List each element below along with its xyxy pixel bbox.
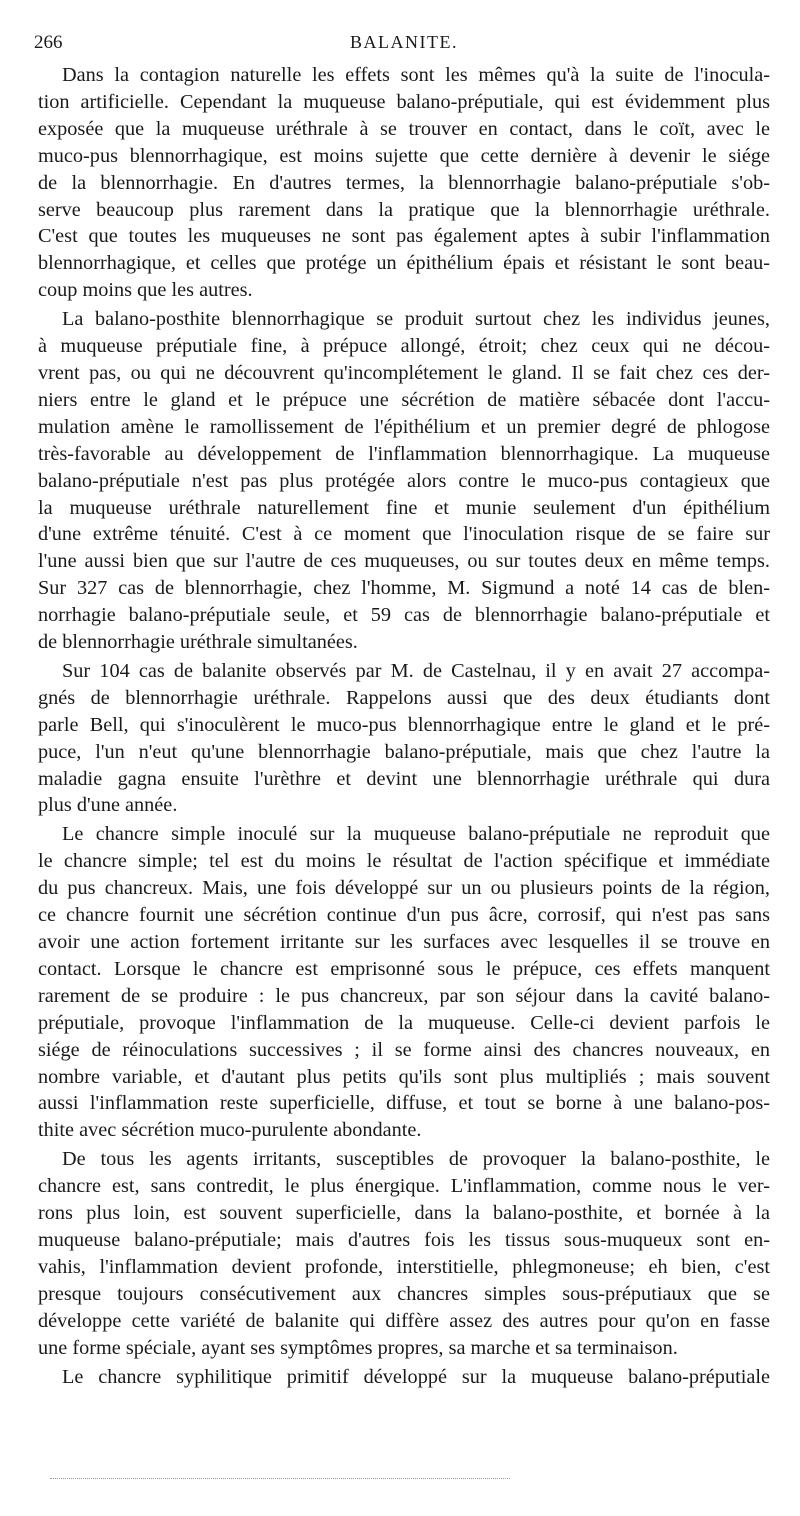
text-line: serve beaucoup plus rarement dans la pratique que la blennorrhagie uréthrale.	[38, 198, 770, 221]
text-line: une forme spéciale, ayant ses symptômes propres, sa marche et sa terminaison.	[38, 1336, 678, 1359]
text-line: plus d'une année.	[38, 794, 178, 817]
text-line: rons plus loin, est souvent superficielle, dans la balano-posthite, et bornée à la	[38, 1202, 770, 1225]
text-line: préputiale, provoque l'inflammation de la muqueuse. Celle-ci devient parfois le	[38, 1011, 770, 1034]
text-line: Sur 104 cas de balanite observés par M. de Castelnau, il y en avait 27 accompa-	[62, 659, 770, 682]
text-line: vahis, l'inflammation devient profonde, interstitielle, phlegmoneuse; eh bien, c'est	[38, 1255, 770, 1278]
text-line: le chancre simple; tel est du moins le résultat de l'action spécifique et immédiate	[38, 850, 770, 873]
text-line: contact. Lorsque le chancre est emprisonné sous le prépuce, ces effets manquent	[38, 957, 770, 980]
text-line: du pus chancreux. Mais, une fois développé sur un ou plusieurs points de la région,	[38, 877, 770, 900]
text-line: C'est que toutes les muqueuses ne sont pas également aptes à subir l'inflammation	[38, 225, 770, 248]
text-line: norrhagie balano-préputiale seule, et 59 cas de blennorrhagie balano-préputiale et	[38, 604, 770, 627]
text-line: niers entre le gland et le prépuce une sécrétion de matière sébacée dont l'accu-	[38, 388, 770, 411]
running-header	[34, 32, 774, 56]
paragraph	[38, 306, 770, 656]
text-line: à muqueuse préputiale fine, à prépuce allongé, étroit; chez ceux qui ne décou-	[38, 335, 770, 358]
text-line: muqueuse balano-préputiale; mais d'autres fois les tissus sous-muqueux sont en-	[38, 1228, 770, 1251]
page-number: 266	[34, 32, 63, 53]
text-line: rarement de se produire : le pus chancreux, par son séjour dans la cavité balano-	[38, 984, 770, 1007]
text-line: d'une extrême ténuité. C'est à ce moment que l'inoculation risque de se faire sur	[38, 523, 770, 546]
text-line: l'une aussi bien que sur l'autre de ces muqueuses, ou sur toutes deux en même temps.	[38, 550, 770, 573]
text-line: nombre variable, et d'autant plus petits qu'ils sont plus multipliés ; mais souvent	[38, 1065, 770, 1088]
text-line: De tous les agents irritants, susceptibles de provoquer la balano-posthite, le	[62, 1148, 770, 1171]
text-line: avoir une action fortement irritante sur les surfaces avec lesquelles il se trouve en	[38, 931, 770, 953]
text-line: Le chancre syphilitique primitif développé sur la muqueuse balano-préputiale	[62, 1365, 770, 1388]
text-line: puce, l'un n'eut qu'une blennorrhagie balano-préputiale, mais que chez l'autre la	[38, 740, 770, 763]
text-line: aussi l'inflammation reste superficielle, diffuse, et tout se borne à une balano-pos-	[38, 1092, 770, 1115]
text-line: gnés de blennorrhagie uréthrale. Rappelons aussi que des deux étudiants dont	[38, 686, 770, 709]
text-line: coup moins que les autres.	[38, 279, 253, 302]
text-line: balano-préputiale n'est pas plus protégée alors contre le muco-pus contagieux que	[38, 469, 770, 492]
text-line: parle Bell, qui s'inoculèrent le muco-pus blennorrhagique entre le gland et le pré-	[38, 713, 770, 736]
paragraph	[38, 658, 770, 819]
text-line: muco-pus blennorrhagique, est moins sujette que cette dernière à devenir le siége	[38, 144, 770, 167]
paragraph	[38, 1364, 770, 1391]
text-line: thite avec sécrétion muco-purulente abondante.	[38, 1119, 422, 1142]
text-line: la muqueuse uréthrale naturellement fine et munie seulement d'un épithélium	[38, 496, 770, 519]
paragraph	[38, 1146, 770, 1361]
text-line: de blennorrhagie uréthrale simultanées.	[38, 631, 358, 654]
text-line: presque toujours consécutivement aux chancres simples sous-préputiaux que se	[38, 1282, 770, 1305]
text-line: blennorrhagique, et celles que protége un épithélium épais et résistant le sont beau-	[38, 252, 770, 275]
body-text	[38, 62, 770, 1392]
footer-rule	[50, 1478, 510, 1479]
text-line: exposée que la muqueuse uréthrale à se trouver en contact, dans le coït, avec le	[38, 117, 770, 140]
text-line: Dans la contagion naturelle les effets sont les mêmes qu'à la suite de l'inocula-	[62, 64, 770, 86]
text-line: maladie gagna ensuite l'urèthre et devint une blennorrhagie uréthrale qui dura	[38, 767, 770, 790]
text-line: La balano-posthite blennorrhagique se produit surtout chez les individus jeunes,	[62, 308, 770, 331]
text-line: vrent pas, ou qui ne découvrent qu'incomplétement le gland. Il se fait chez ces der-	[38, 361, 770, 384]
text-line: de la blennorrhagie. En d'autres termes, la blennorrhagie balano-préputiale s'ob-	[38, 171, 770, 194]
text-line: tion artificielle. Cependant la muqueuse balano-préputiale, qui est évidemment plus	[38, 90, 770, 113]
text-line: siége de réinoculations successives ; il se forme ainsi des chancres nouveaux, en	[38, 1038, 770, 1061]
text-line: Le chancre simple inoculé sur la muqueuse balano-préputiale ne reproduit que	[62, 823, 770, 846]
text-line: ce chancre fournit une sécrétion continue d'un pus âcre, corrosif, qui n'est pas sans	[38, 904, 770, 927]
text-line: très-favorable au développement de l'inflammation blennorrhagique. La muqueuse	[38, 442, 770, 465]
text-line: mulation amène le ramollissement de l'épithélium et un premier degré de phlogose	[38, 415, 770, 438]
paragraph	[38, 821, 770, 1144]
paragraph	[38, 62, 770, 304]
text-line: chancre est, sans contredit, le plus énergique. L'inflammation, comme nous le ver-	[38, 1175, 770, 1198]
running-title: BALANITE.	[350, 32, 458, 52]
text-line: Sur 327 cas de blennorrhagie, chez l'homme, M. Sigmund a noté 14 cas de blen-	[38, 577, 770, 600]
text-line: développe cette variété de balanite qui diffère assez des autres pour qu'on en fasse	[38, 1309, 770, 1332]
